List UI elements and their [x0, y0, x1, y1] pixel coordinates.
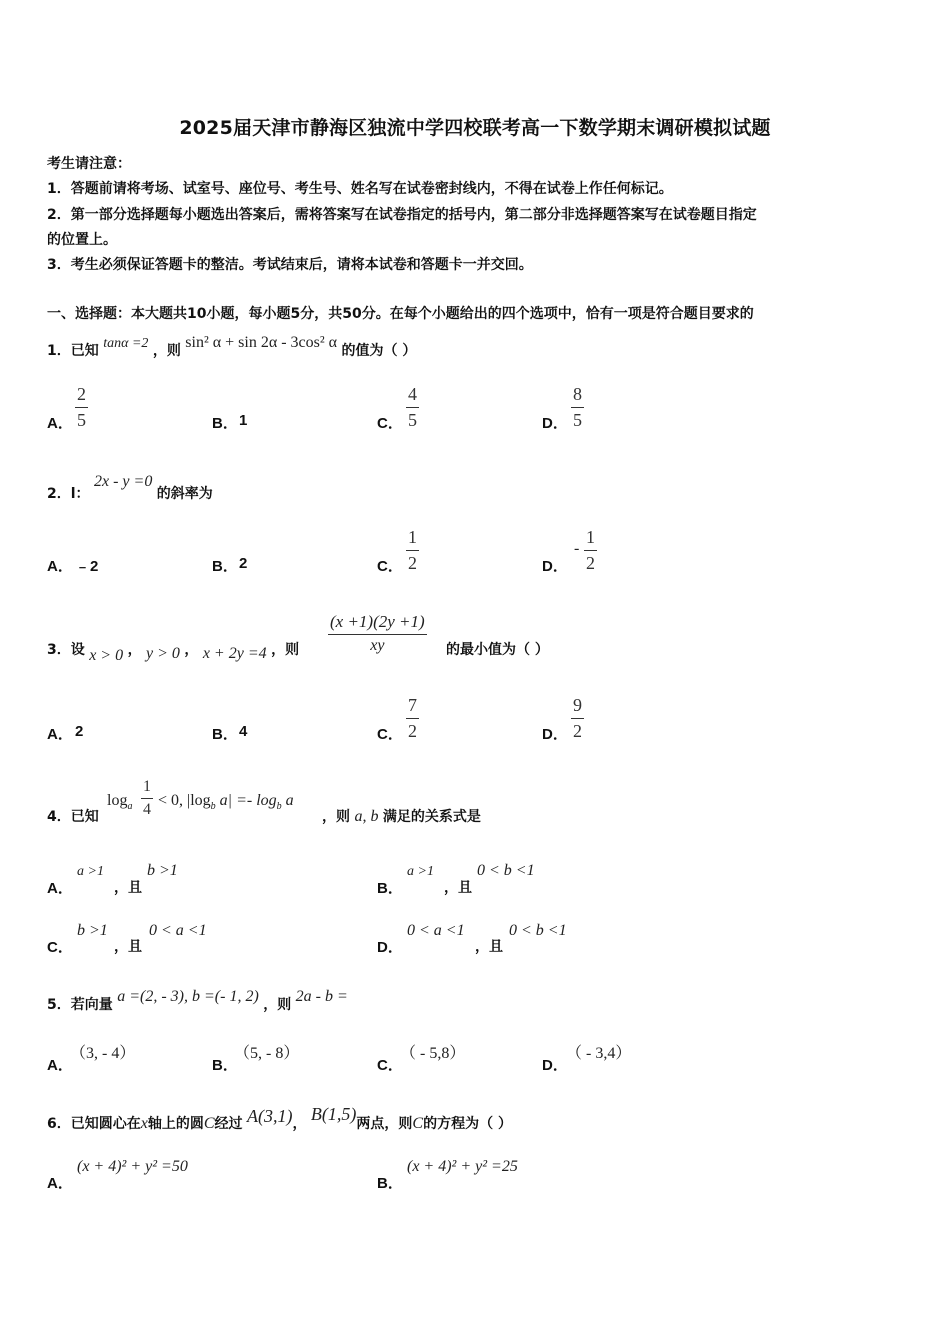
option-text: ，且 — [114, 939, 142, 955]
question-3: 3．设 x > 0 ， y > 0 ， x + 2y =4 ，则 — [47, 642, 300, 664]
question-number: 6．已知圆心在 — [47, 1116, 141, 1132]
option-condition: b >1 — [147, 862, 178, 879]
option-condition: a >1 — [407, 864, 434, 879]
notice-item: 1．答题前请将考场、试室号、座位号、考生号、姓名写在试卷密封线内，不得在试卷上作任何标记。 — [47, 181, 673, 197]
option-value: 1 — [239, 412, 248, 429]
point-b: B(1,5) — [310, 1104, 357, 1124]
notice-item: 2．第一部分选择题每小题选出答案后，需将答案写在试卷指定的括号内，第二部分非选择题答案写在试卷题目指定 — [47, 207, 757, 223]
option-label: A． — [47, 880, 73, 897]
question-number: 3．设 — [47, 642, 85, 658]
option-condition: 0 < a <1 — [149, 922, 207, 939]
question-number: 5．若向量 — [47, 997, 113, 1013]
math-fraction: (x +1)(2y +1) xy — [330, 612, 425, 654]
option-label: C． — [377, 415, 403, 432]
math-condition: y > 0 — [146, 645, 180, 662]
notice-heading: 考生请注意： — [47, 156, 131, 172]
math-condition: tanα =2 — [103, 336, 149, 351]
option-label: B． — [212, 415, 238, 432]
option-value: (x + 4)² + y² =25 — [407, 1158, 518, 1175]
math-expression: $\log_a$ — [107, 792, 133, 813]
option-fraction: 1 2 — [408, 527, 417, 573]
option-label: D． — [542, 415, 568, 432]
option-value: (x + 4)² + y² =50 — [77, 1158, 188, 1175]
option-text: ，且 — [475, 939, 503, 955]
option-label: B． — [377, 880, 403, 897]
option-sign: - — [574, 540, 580, 557]
option-label: C． — [377, 726, 403, 743]
question-6: 6．已知圆心在x轴上的圆C经过 A(3,1)， B(1,5)两点，则C的方程为（ ） — [47, 1104, 512, 1132]
option-label: B． — [212, 1057, 238, 1074]
question-4-tail: ，则 a, b 满足的关系式是 — [322, 808, 481, 825]
page-title: 2025届天津市静海区独流中学四校联考高一下数学期末调研模拟试题 — [179, 117, 771, 139]
option-value: 4 — [239, 723, 248, 740]
option-fraction: 8 5 — [573, 384, 582, 430]
question-2 — [47, 473, 213, 503]
option-value: （ - 3,4） — [566, 1045, 632, 1062]
option-label: D． — [542, 1057, 568, 1074]
option-label: D． — [542, 726, 568, 743]
option-fraction: 4 5 — [408, 384, 417, 430]
option-condition: 0 < b <1 — [509, 922, 567, 939]
option-label: B． — [377, 1175, 403, 1192]
option-label: A． — [47, 558, 73, 575]
option-text: ，且 — [114, 880, 142, 896]
math-condition: x > 0 — [89, 647, 124, 664]
question-number: 2．l： — [47, 486, 90, 502]
question-text: 的斜率为 — [156, 486, 213, 502]
option-label: C． — [377, 558, 403, 575]
question-text: ，则 — [152, 343, 181, 359]
option-value: 2 — [239, 555, 248, 572]
option-fraction: 9 2 — [573, 695, 582, 741]
option-value: （5, - 8） — [234, 1045, 300, 1062]
option-text: ，且 — [444, 880, 472, 896]
option-label: B． — [212, 726, 238, 743]
option-condition: a >1 — [77, 864, 104, 879]
option-value: 2 — [75, 723, 84, 740]
math-expression: 2a - b = — [295, 988, 348, 1005]
math-condition: x + 2y =4 — [202, 645, 267, 662]
option-value: （ - 5,8） — [400, 1045, 466, 1062]
math-expression: < 0, $|\log_b$ $a| =- \log_b a$ — [158, 792, 294, 813]
option-label: D． — [542, 558, 568, 575]
question-text: 的值为（ ） — [341, 343, 417, 359]
option-condition: 0 < b <1 — [477, 862, 535, 879]
option-value: （3, - 4） — [70, 1045, 136, 1062]
option-condition: 0 < a <1 — [407, 922, 465, 939]
option-label: A． — [47, 1175, 73, 1192]
question-text: 的最小值为（ ） — [446, 642, 549, 658]
math-expression: 2x - y =0 — [94, 473, 153, 490]
point-a: A(3,1) — [246, 1106, 293, 1126]
option-label: A． — [47, 415, 73, 432]
option-label: D． — [377, 939, 403, 956]
option-fraction: 1 2 — [586, 527, 595, 573]
math-expression: a =(2, - 3), b =(- 1, 2) — [117, 988, 259, 1005]
option-value: ﹣2 — [75, 558, 99, 575]
option-label: C． — [377, 1057, 403, 1074]
math-expression: sin² α + sin 2α - 3cos² α — [185, 334, 338, 351]
question-number: 4．已知 — [47, 809, 99, 825]
question-number: 1．已知 — [47, 343, 99, 359]
option-label: B． — [212, 558, 238, 575]
question-1 — [47, 334, 417, 360]
notice-item: 的位置上。 — [47, 232, 117, 248]
math-vars: a, b — [354, 808, 379, 825]
math-fraction: 1 4 — [143, 778, 151, 818]
question-5: 5．若向量 a =(2, - 3), b =(- 1, 2) ，则 2a - b = — [47, 988, 348, 1013]
notice-item: 3．考生必须保证答题卡的整洁。考试结束后，请将本试卷和答题卡一并交回。 — [47, 257, 533, 273]
option-label: A． — [47, 726, 73, 743]
option-label: A． — [47, 1057, 73, 1074]
option-condition: b >1 — [77, 922, 108, 939]
option-label: C． — [47, 939, 73, 956]
option-fraction: 2 5 — [77, 384, 86, 430]
option-fraction: 7 2 — [408, 695, 417, 741]
section-heading: 一、选择题：本大题共10小题，每小题5分，共50分。在每个小题给出的四个选项中，恰有一项是符合题目要求的 — [47, 306, 754, 322]
